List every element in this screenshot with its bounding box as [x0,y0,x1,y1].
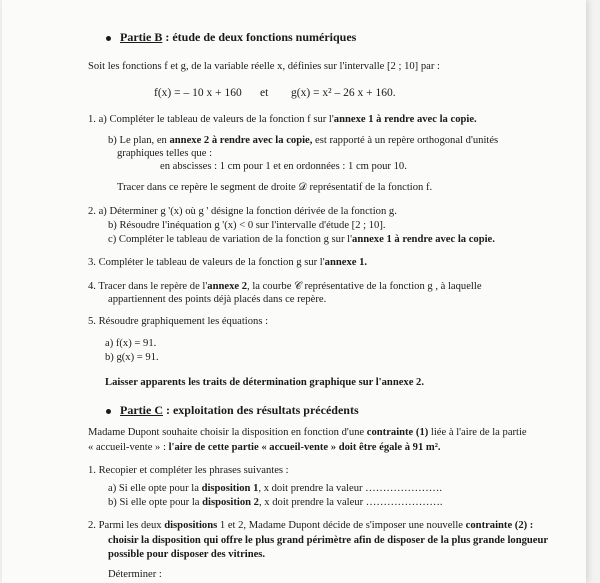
partB-q5: 5. Résoudre graphiquement les équations : [88,316,269,327]
partC-q1a-text: a) Si elle opte pour la [108,483,202,494]
document-page [2,0,586,583]
equation-and: et [260,87,269,99]
partC-q1b [108,496,443,509]
partC-q2 [88,519,533,532]
partC-q1a-bold: disposition 1 [201,483,259,494]
partC-determine: Déterminer : [108,569,162,580]
partB-q1a-bold: annexe 1 à rendre avec la copie. [333,114,477,125]
bullet-icon [106,409,111,414]
partB-q4 [88,280,482,293]
partB-q3-text: 3. Compléter le tableau de valeurs de la fonction g sur l' [88,257,325,268]
equation-f: f(x) = – 10 x + 160 [154,87,242,99]
partB-q2b: b) Résoudre l'inéquation g '(x) < 0 sur l'intervalle d'étude [2 ; 10]. [108,220,386,231]
partB-q1c: Tracer dans ce repère le segment de droite 𝒟 représentatif de la fonction f. [117,182,433,193]
partB-q4-line2: appartiennent des points déjà placés dans ce repère. [108,294,327,305]
partC-heading [106,403,359,418]
partC-intro [88,426,527,439]
partB-q2c [108,233,495,246]
partB-q1b-post: est rapporté à un repère orthogonal d'unités [312,135,499,146]
partC-heading-rest: : exploitation des résultats précédents [162,403,359,417]
partB-q5-note: Laisser apparents les traits de détermination graphique sur l'annexe 2. [105,377,425,388]
partC-q1a [108,482,442,495]
partC-q1b-bold: disposition 2 [202,497,259,508]
partB-q2c-bold: annexe 1 à rendre avec la copie. [352,234,495,245]
partC-q1a-post: , x doit prendre la valeur …………………. [258,483,442,494]
partB-q1a [88,113,477,126]
partC-heading-label: Partie C [120,403,163,417]
partB-q3-bold: annexe 1. [324,257,368,268]
partC-intro-text: Madame Dupont souhaite choisir la disposition en fonction d'une [88,427,367,438]
partC-q2-line2: choisir la disposition qui offre le plus grand périmètre afin de disposer de la plus grande longueur [108,535,549,546]
partB-q1a-text: 1. a) Compléter le tableau de valeurs de la fonction f sur l' [88,114,334,125]
partB-q5b: b) g(x) = 91. [105,352,159,363]
partB-heading [106,30,356,45]
partB-q2a: 2. a) Déterminer g '(x) où g ' désigne la fonction dérivée de la fonction g. [88,206,397,217]
partC-q2-text: 2. Parmi les deux [88,520,165,531]
partC-intro-bold: contrainte (1) [366,427,429,438]
partC-intro-line2-bold: l'aire de cette partie « accueil-vente » doit être égale à 91 m². [168,442,441,453]
partB-q1b-units: en abscisses : 1 cm pour 1 et en ordonnées : 1 cm pour 10. [160,161,407,172]
partB-q4-post: , la courbe 𝒞 représentative de la fonction g , à laquelle [247,281,482,292]
equation-g: g(x) = x² – 26 x + 160. [291,87,396,99]
partB-q1b-bold: annexe 2 à rendre avec la copie, [169,135,313,146]
partC-q2-bold2: contrainte (2) : [465,520,534,531]
partC-q2-line3: possible pour disposer des vitrines. [108,549,266,560]
partB-heading-label: Partie B [120,30,163,44]
partB-q2c-text: c) Compléter le tableau de variation de la fonction g sur l' [108,234,353,245]
partB-q5a: a) f(x) = 91. [105,338,157,349]
partC-intro-post: liée à l'aire de la partie [428,427,527,438]
partB-q3 [88,256,367,269]
partB-q1b-text: b) Le plan, en [108,135,170,146]
partB-q1b [108,134,498,147]
partB-intro: Soit les fonctions f et g, de la variable réelle x, définies sur l'intervalle [2 ; 10] par : [88,61,440,72]
partC-intro-line2-text: « accueil-vente » : [88,442,169,453]
partC-intro-line2 [88,441,441,454]
partB-heading-rest: : étude de deux fonctions numériques [162,30,357,44]
partC-q2-mid: 1 et 2, Madame Dupont décide de s'imposer une nouvelle [217,520,466,531]
partB-q1b-line2: graphiques telles que : [117,148,213,159]
bullet-icon [106,36,111,41]
partB-q4-text: 4. Tracer dans le repère de l' [88,281,208,292]
partB-q4-bold: annexe 2 [207,281,248,292]
partC-q1b-post: , x doit prendre la valeur …………………. [258,497,443,508]
partC-q2-bold1: dispositions [164,520,218,531]
partC-q1b-text: b) Si elle opte pour la [108,497,203,508]
partC-q1: 1. Recopier et compléter les phrases suivantes : [88,465,289,476]
